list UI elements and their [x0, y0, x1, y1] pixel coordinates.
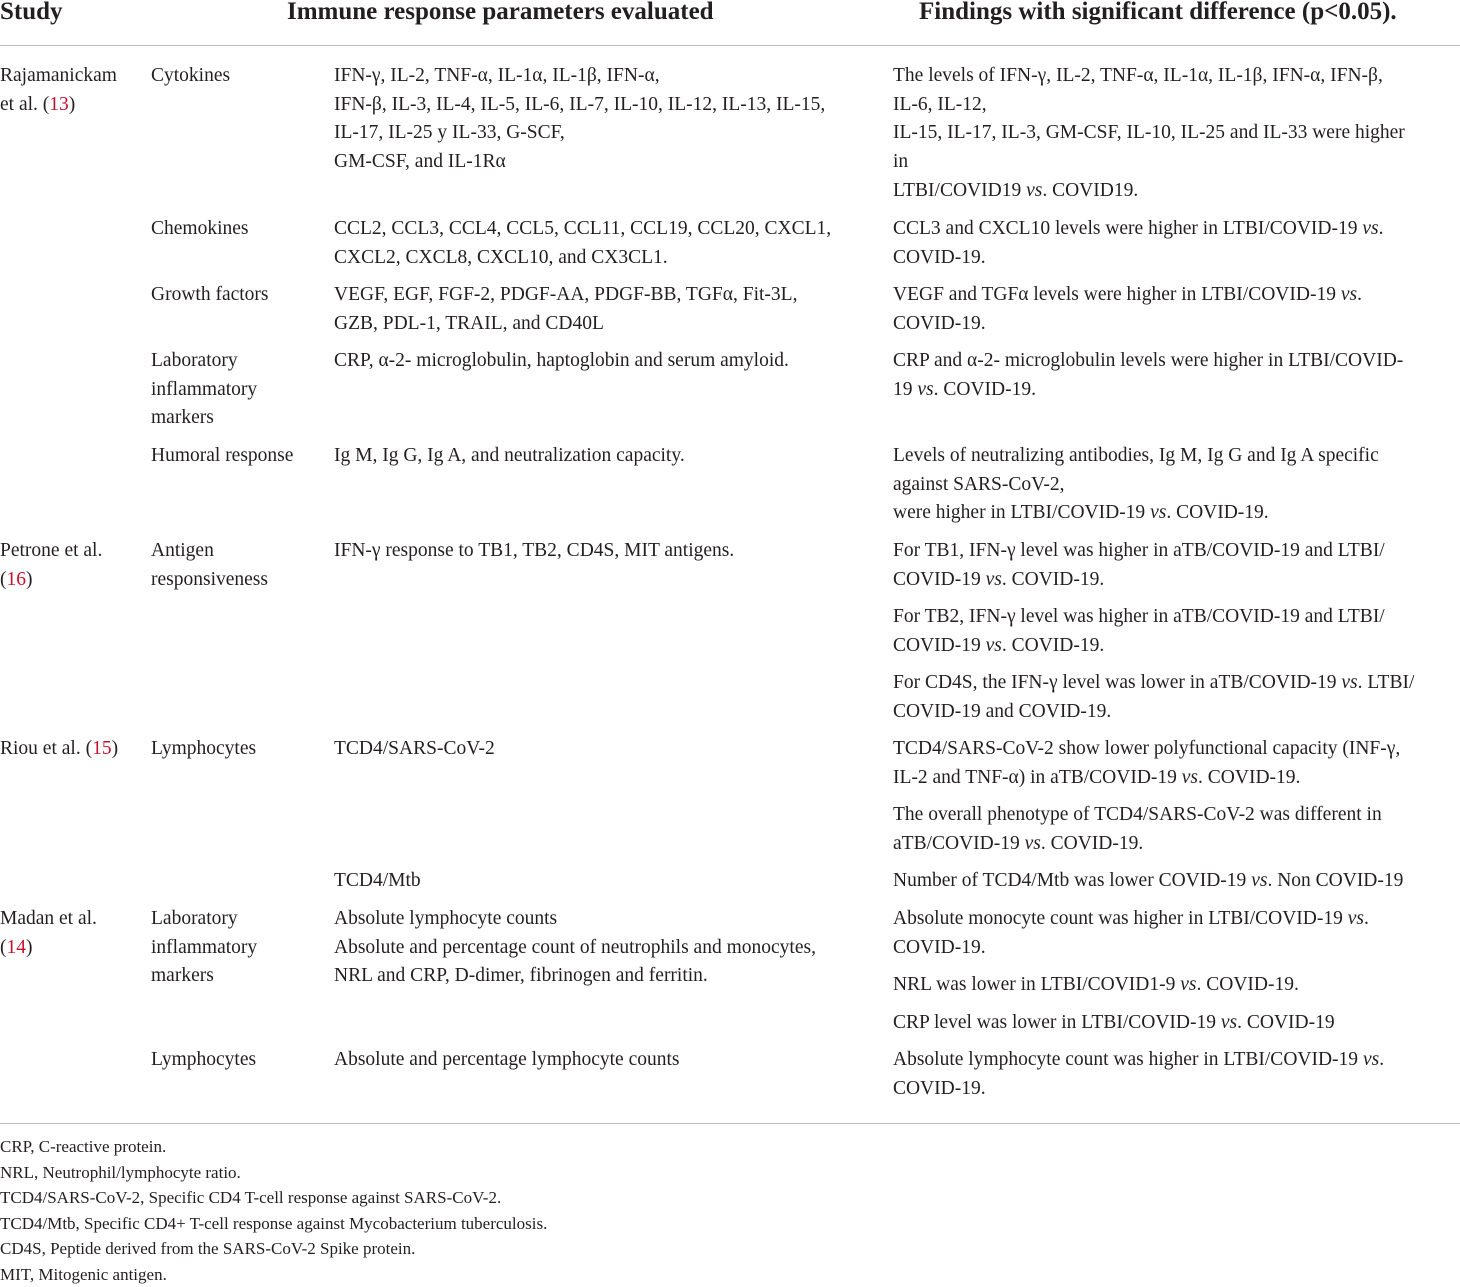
header-divider [0, 45, 1460, 46]
category-cell-line: Growth factors [151, 281, 269, 310]
reference-link[interactable]: 14 [7, 937, 27, 958]
category-cell [151, 281, 269, 310]
study-text: et al. ( [0, 94, 49, 115]
study-text: ) [26, 569, 33, 590]
params-cell-line: Absolute lymphocyte counts [334, 905, 816, 934]
findings-cell-line: COVID-19. [893, 1075, 1384, 1104]
findings-cell-line: NRL was lower in LTBI/COVID1-9 vs. COVID-19. [893, 971, 1299, 1000]
params-cell-line: CCL2, CCL3, CCL4, CCL5, CCL11, CCL19, CCL20, CXCL1, [334, 215, 831, 244]
study-cell [0, 62, 117, 119]
params-cell-line: Absolute and percentage lymphocyte counts [334, 1046, 679, 1075]
params-cell [334, 905, 816, 991]
params-cell-line: VEGF, EGF, FGF-2, PDGF-AA, PDGF-BB, TGFα, Fit-3L, [334, 281, 797, 310]
findings-cell-line: For TB1, IFN-γ level was higher in aTB/COVID-19 and LTBI/ [893, 537, 1385, 566]
findings-cell-line: LTBI/COVID19 vs. COVID19. [893, 177, 1405, 206]
reference-link[interactable]: 15 [92, 738, 112, 759]
findings-cell-line: COVID-19. [893, 244, 1384, 273]
category-cell-line: Humoral response [151, 442, 293, 471]
params-cell [334, 62, 825, 177]
params-cell [334, 215, 831, 272]
findings-cell-line: Absolute monocyte count was higher in LTBI/COVID-19 vs. [893, 905, 1369, 934]
findings-cell-line: Levels of neutralizing antibodies, Ig M, Ig G and Ig A specific [893, 442, 1379, 471]
footnote: TCD4/SARS-CoV-2, Specific CD4 T-cell response against SARS-CoV-2. [0, 1185, 547, 1211]
params-cell [334, 735, 495, 764]
category-cell-line: Chemokines [151, 215, 249, 244]
findings-cell-line: 19 vs. COVID-19. [893, 376, 1403, 405]
params-cell-line: GM-CSF, and IL-1Rα [334, 148, 825, 177]
params-cell-line: IFN-β, IL-3, IL-4, IL-5, IL-6, IL-7, IL-10, IL-12, IL-13, IL-15, [334, 91, 825, 120]
findings-cell [893, 735, 1400, 792]
findings-cell-line: COVID-19 vs. COVID-19. [893, 632, 1385, 661]
findings-cell-line: VEGF and TGFα levels were higher in LTBI/COVID-19 vs. [893, 281, 1362, 310]
findings-cell-line: against SARS-CoV-2, [893, 471, 1379, 500]
study-text: ( [0, 937, 7, 958]
findings-cell [893, 801, 1382, 858]
study-line [0, 934, 97, 963]
reference-link[interactable]: 13 [49, 94, 69, 115]
study-cell [0, 537, 102, 594]
findings-cell-line: CCL3 and CXCL10 levels were higher in LTBI/COVID-19 vs. [893, 215, 1384, 244]
findings-cell-line: COVID-19 vs. COVID-19. [893, 566, 1385, 595]
findings-cell-line: IL-6, IL-12, [893, 91, 1405, 120]
category-cell [151, 442, 293, 471]
study-text: ( [0, 569, 7, 590]
table-bottom-divider [0, 1123, 1460, 1124]
params-cell-line: Ig M, Ig G, Ig A, and neutralization capacity. [334, 442, 685, 471]
params-cell-line: CXCL2, CXCL8, CXCL10, and CX3CL1. [334, 244, 831, 273]
params-cell [334, 347, 789, 376]
findings-cell [893, 867, 1403, 896]
findings-cell [893, 442, 1379, 528]
findings-cell-line: Absolute lymphocyte count was higher in LTBI/COVID-19 vs. [893, 1046, 1384, 1075]
params-cell-line: IFN-γ, IL-2, TNF-α, IL-1α, IL-1β, IFN-α, [334, 62, 825, 91]
footnote: NRL, Neutrophil/lymphocyte ratio. [0, 1160, 547, 1186]
params-cell [334, 1046, 679, 1075]
footnote: CRP, C-reactive protein. [0, 1134, 547, 1160]
study-line [0, 735, 118, 764]
study-cell [0, 905, 97, 962]
footnotes [0, 1134, 547, 1287]
study-line [0, 62, 117, 91]
findings-cell [893, 281, 1362, 338]
category-cell-line: markers [151, 404, 257, 433]
findings-cell [893, 215, 1384, 272]
study-line [0, 91, 117, 120]
findings-cell-line: CRP level was lower in LTBI/COVID-19 vs. COVID-19 [893, 1009, 1335, 1038]
findings-cell-line: TCD4/SARS-CoV-2 show lower polyfunctional capacity (INF-γ, [893, 735, 1400, 764]
study-text: Rajamanickam [0, 65, 117, 86]
category-cell [151, 62, 230, 91]
findings-cell-line: Number of TCD4/Mtb was lower COVID-19 vs. Non COVID-19 [893, 867, 1403, 896]
findings-cell-line: IL-15, IL-17, IL-3, GM-CSF, IL-10, IL-25 and IL-33 were higher [893, 119, 1405, 148]
category-cell-line: Laboratory [151, 347, 257, 376]
findings-cell-line: CRP and α-2- microglobulin levels were higher in LTBI/COVID- [893, 347, 1403, 376]
findings-cell-line: For TB2, IFN-γ level was higher in aTB/COVID-19 and LTBI/ [893, 603, 1385, 632]
category-cell [151, 215, 249, 244]
category-cell [151, 537, 268, 594]
study-cell [0, 735, 118, 764]
findings-cell-line: IL-2 and TNF-α) in aTB/COVID-19 vs. COVID-19. [893, 764, 1400, 793]
findings-cell [893, 905, 1369, 962]
findings-cell-line: COVID-19. [893, 934, 1369, 963]
category-cell [151, 347, 257, 433]
findings-cell [893, 971, 1299, 1000]
study-line [0, 537, 102, 566]
findings-cell-line: The overall phenotype of TCD4/SARS-CoV-2 was different in [893, 801, 1382, 830]
findings-cell [893, 537, 1385, 594]
findings-cell-line: The levels of IFN-γ, IL-2, TNF-α, IL-1α, IL-1β, IFN-α, IFN-β, [893, 62, 1405, 91]
findings-cell-line: For CD4S, the IFN-γ level was lower in aTB/COVID-19 vs. LTBI/ [893, 669, 1414, 698]
params-cell-line: GZB, PDL-1, TRAIL, and CD40L [334, 310, 797, 339]
category-cell-line: inflammatory [151, 934, 257, 963]
category-cell-line: responsiveness [151, 566, 268, 595]
study-text: Petrone et al. [0, 540, 102, 561]
study-text: Madan et al. [0, 908, 97, 929]
params-cell-line: NRL and CRP, D-dimer, fibrinogen and ferritin. [334, 962, 816, 991]
category-cell-line: Cytokines [151, 62, 230, 91]
params-cell-line: TCD4/SARS-CoV-2 [334, 735, 495, 764]
findings-cell [893, 1009, 1335, 1038]
column-header-study: Study [0, 0, 63, 28]
findings-cell [893, 669, 1414, 726]
category-cell [151, 735, 256, 764]
params-cell [334, 867, 421, 896]
study-text: ) [112, 738, 119, 759]
params-cell-line: IL-17, IL-25 y IL-33, G-SCF, [334, 119, 825, 148]
category-cell [151, 905, 257, 991]
study-line [0, 905, 97, 934]
footnote: MIT, Mitogenic antigen. [0, 1262, 547, 1287]
findings-cell [893, 347, 1403, 404]
footnote: CD4S, Peptide derived from the SARS-CoV-2 Spike protein. [0, 1236, 547, 1262]
study-text: Riou et al. ( [0, 738, 92, 759]
params-cell-line: IFN-γ response to TB1, TB2, CD4S, MIT antigens. [334, 537, 734, 566]
category-cell-line: Lymphocytes [151, 735, 256, 764]
findings-cell [893, 603, 1385, 660]
findings-cell-line: COVID-19 and COVID-19. [893, 698, 1414, 727]
study-text: ) [26, 937, 33, 958]
category-cell-line: Antigen [151, 537, 268, 566]
study-text: ) [69, 94, 76, 115]
category-cell-line: Lymphocytes [151, 1046, 256, 1075]
category-cell-line: Laboratory [151, 905, 257, 934]
params-cell [334, 281, 797, 338]
params-cell [334, 442, 685, 471]
findings-cell [893, 62, 1405, 206]
column-header-findings: Findings with significant difference (p<0.05). [919, 0, 1397, 28]
category-cell [151, 1046, 256, 1075]
findings-cell-line: were higher in LTBI/COVID-19 vs. COVID-19. [893, 499, 1379, 528]
findings-cell [893, 1046, 1384, 1103]
study-line [0, 566, 102, 595]
category-cell-line: inflammatory [151, 376, 257, 405]
params-cell [334, 537, 734, 566]
params-cell-line: CRP, α-2- microglobulin, haptoglobin and serum amyloid. [334, 347, 789, 376]
params-cell-line: Absolute and percentage count of neutrophils and monocytes, [334, 934, 816, 963]
params-cell-line: TCD4/Mtb [334, 867, 421, 896]
findings-cell-line: in [893, 148, 1405, 177]
category-cell-line: markers [151, 962, 257, 991]
findings-cell-line: aTB/COVID-19 vs. COVID-19. [893, 830, 1382, 859]
reference-link[interactable]: 16 [7, 569, 27, 590]
footnote: TCD4/Mtb, Specific CD4+ T-cell response against Mycobacterium tuberculosis. [0, 1211, 547, 1237]
column-header-params: Immune response parameters evaluated [287, 0, 714, 28]
findings-cell-line: COVID-19. [893, 310, 1362, 339]
